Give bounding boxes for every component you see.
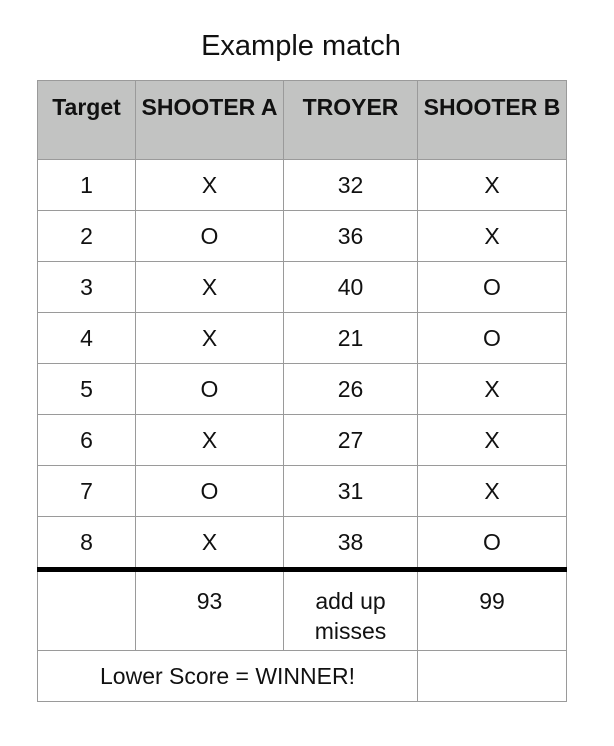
target-number: 3 [38,262,136,313]
footer-empty-cell [418,651,567,702]
table-row [38,364,567,415]
page-title: Example match [201,30,401,62]
shooter-b-result: X [418,364,567,415]
shooter-a-result: X [136,262,284,313]
troyer-value: 21 [284,313,418,364]
header-shooter-a: SHOOTER A [136,81,284,160]
header-troyer: TROYER [284,81,418,160]
winner-rule: Lower Score = WINNER! [38,651,418,702]
shooter-b-result: O [418,313,567,364]
target-number: 2 [38,211,136,262]
shooter-b-result: X [418,211,567,262]
shooter-a-result: X [136,313,284,364]
troyer-value: 38 [284,517,418,570]
header-shooter-b: SHOOTER B [418,81,567,160]
target-number: 1 [38,160,136,211]
shooter-b-result: O [418,262,567,313]
shooter-b-total: 99 [418,570,567,651]
table-row [38,211,567,262]
troyer-value: 36 [284,211,418,262]
troyer-value: 26 [284,364,418,415]
shooter-a-total: 93 [136,570,284,651]
troyer-value: 27 [284,415,418,466]
shooter-a-result: O [136,211,284,262]
shooter-b-result: X [418,160,567,211]
shooter-b-result: X [418,415,567,466]
table-row [38,313,567,364]
header-target: Target [38,81,136,160]
match-table [37,80,567,702]
totals-row [38,570,567,651]
table-row [38,466,567,517]
table-row [38,415,567,466]
table-row [38,262,567,313]
target-number: 6 [38,415,136,466]
troyer-value: 32 [284,160,418,211]
shooter-a-result: X [136,160,284,211]
troyer-value: 31 [284,466,418,517]
troyer-total-note: add up misses [284,570,418,651]
totals-target-cell [38,570,136,651]
shooter-a-result: O [136,364,284,415]
target-number: 5 [38,364,136,415]
header-row [38,81,567,160]
shooter-b-result: X [418,466,567,517]
troyer-value: 40 [284,262,418,313]
table-row [38,160,567,211]
table-row [38,517,567,570]
target-number: 8 [38,517,136,570]
shooter-a-result: O [136,466,284,517]
shooter-a-result: X [136,415,284,466]
footer-row [38,651,567,702]
shooter-a-result: X [136,517,284,570]
shooter-b-result: O [418,517,567,570]
target-number: 4 [38,313,136,364]
target-number: 7 [38,466,136,517]
